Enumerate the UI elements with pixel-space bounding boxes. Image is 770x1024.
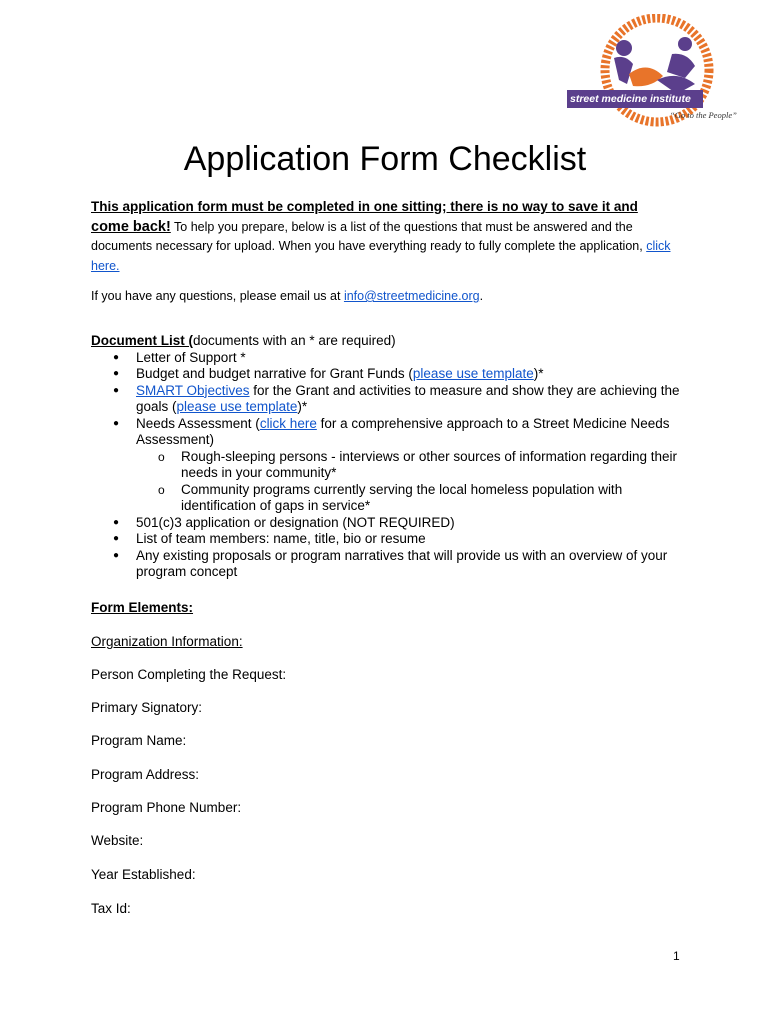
list-item-smart: [91, 383, 681, 416]
sub-bullet-icon: o: [158, 449, 165, 464]
list-item-letter: [91, 350, 681, 367]
item-text: 501(c)3 application or designation (NOT REQUIRED): [136, 514, 455, 530]
list-item-proposals: [91, 548, 681, 581]
logo-tagline: “Go to the People”: [670, 110, 737, 120]
page-title: Application Form Checklist: [183, 140, 587, 178]
field-program-name: Program Name:: [91, 733, 187, 748]
bullet-icon: ●: [113, 384, 120, 396]
smart-objectives-link[interactable]: SMART Objectives: [136, 382, 250, 398]
item-text: Any existing proposals or program narratives that will provide us with an overview of your program concept: [136, 547, 668, 579]
item-text: Budget and budget narrative for Grant Funds (: [136, 366, 413, 381]
intro-warning-part1: This application form must be completed in one sitting; there is no way to save it and: [91, 199, 638, 214]
logo-org-name: street medicine institute: [570, 93, 691, 105]
list-item-team: [91, 531, 681, 548]
document-list-heading-line: [91, 333, 681, 350]
sub-item-community-programs: [91, 482, 681, 515]
item-text: Rough-sleeping persons - interviews or other sources of information regarding their needs in your community*: [181, 448, 677, 480]
document-list-heading: Document List (: [91, 333, 194, 348]
page-number: 1: [673, 949, 680, 963]
field-program-phone: Program Phone Number:: [91, 800, 242, 815]
bullet-icon: ●: [113, 417, 120, 429]
item-text: Community programs currently serving the local homeless population with identification of gaps in service*: [181, 481, 623, 513]
budget-template-link[interactable]: please use template: [412, 366, 534, 381]
item-text: )*: [533, 366, 544, 381]
item-text: List of team members: name, title, bio or resume: [136, 531, 426, 546]
intro-paragraph: [91, 197, 676, 276]
questions-suffix: .: [479, 289, 484, 303]
form-elements-heading: Form Elements:: [91, 600, 194, 615]
sub-item-rough-sleeping: [91, 449, 681, 482]
item-text: )*: [297, 399, 308, 414]
bullet-icon: ●: [113, 549, 120, 561]
street-medicine-institute-logo: [567, 14, 742, 129]
needs-sub-items: [91, 449, 681, 515]
bullet-icon: ●: [113, 533, 120, 544]
document-list-note: documents with an * are required): [193, 333, 396, 348]
questions-line: [91, 287, 483, 306]
field-tax-id: Tax Id:: [91, 901, 131, 916]
questions-prefix: If you have any questions, please email us at: [91, 289, 344, 303]
bullet-icon: ●: [113, 351, 120, 363]
list-item-needs-assessment: [91, 416, 681, 515]
application-link[interactable]: click here.: [91, 239, 671, 273]
document-list: [91, 333, 681, 581]
needs-assessment-link[interactable]: click here: [259, 415, 317, 431]
document-items: [91, 350, 681, 581]
list-item-budget: [91, 366, 681, 383]
field-website: Website:: [91, 833, 144, 848]
field-person-completing: Person Completing the Request:: [91, 667, 287, 682]
field-primary-signatory: Primary Signatory:: [91, 700, 203, 715]
intro-text: To help you prepare, below is a list of the questions that must be answered and the documents necessary for upload. When you have everything ready to fully complete the application,: [91, 219, 647, 253]
smart-template-link[interactable]: please use template: [176, 399, 298, 414]
field-year-established: Year Established:: [91, 867, 196, 882]
organization-information-heading: Organization Information:: [91, 634, 243, 649]
item-text: Needs Assessment (: [136, 415, 260, 431]
email-link[interactable]: info@streetmedicine.org: [343, 289, 480, 303]
item-text: for a comprehensive approach to a Street Medicine Needs Assessment): [136, 415, 670, 447]
item-text: Letter of Support *: [136, 349, 246, 365]
field-program-address: Program Address:: [91, 767, 200, 782]
sub-bullet-icon: o: [158, 482, 165, 497]
bullet-icon: ●: [113, 368, 120, 379]
bullet-icon: ●: [113, 516, 120, 528]
item-text: for the Grant and activities to measure and show they are achieving the goals (: [136, 382, 680, 414]
list-item-501c3: [91, 515, 681, 532]
intro-warning-part2: come back!: [91, 218, 171, 235]
